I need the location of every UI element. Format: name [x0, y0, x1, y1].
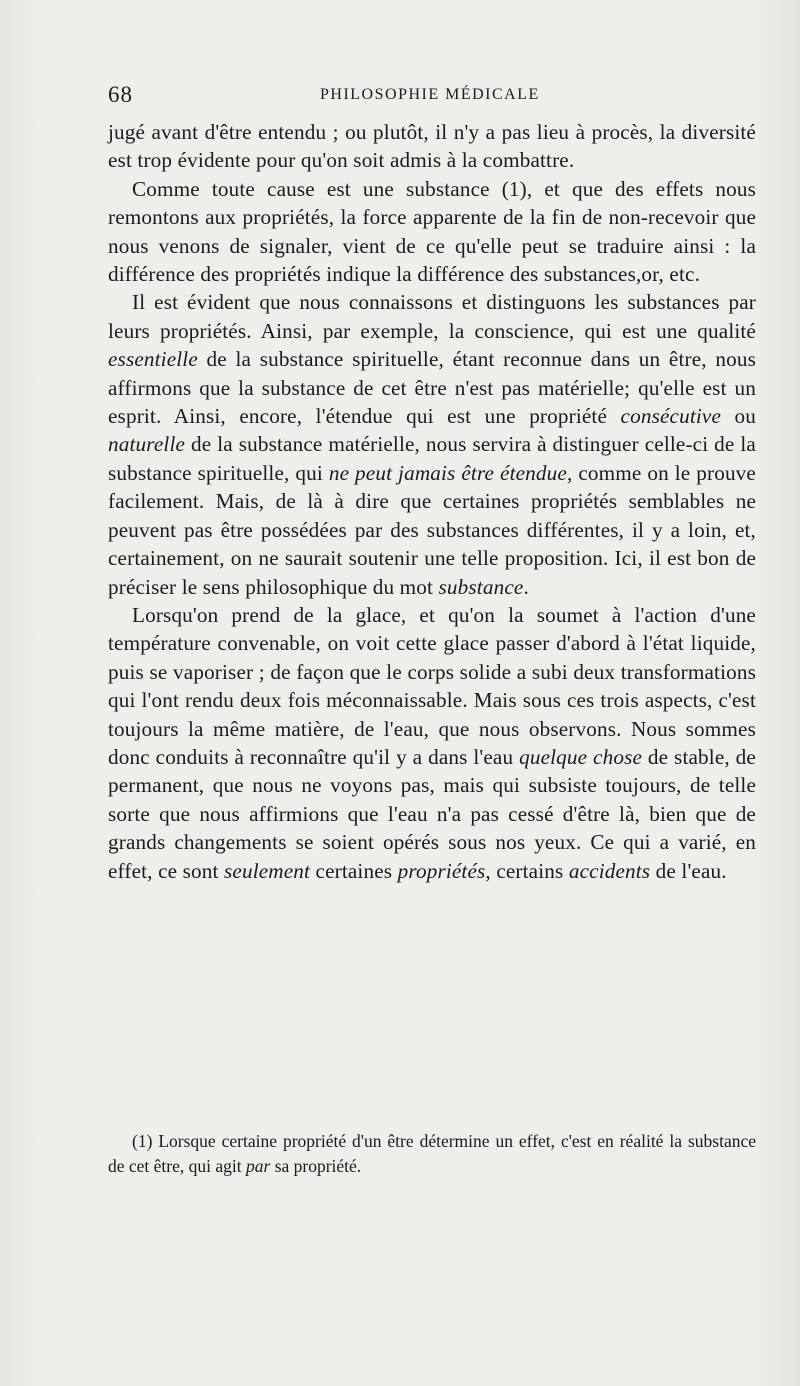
text-run: , comme on le prouve facilement. Mais, de là à dire que certaines propriétés semblables ne peuvent pas être possédées par des substances différentes, il y a loin, et, certainement, on ne saurait soutenir une telle proposition. Ici, il est bon de préciser le sens philosophique du mot: [108, 460, 756, 599]
italic-run: substance: [438, 574, 524, 599]
text-run: Il est évident que nous connaissons et distinguons les substances par leurs propriétés. Ainsi, par exemple, la conscience, qui est une qualité: [108, 290, 756, 343]
italic-run: seulement: [224, 858, 311, 883]
italic-run: essentielle: [108, 347, 198, 372]
text-run: , certains: [485, 858, 569, 883]
page-number: 68: [108, 82, 133, 107]
paragraph-4: [108, 601, 756, 885]
text-run: certaines: [310, 858, 398, 883]
paragraph-2: Comme toute cause est une substance (1), et que des effets nous remontons aux propriétés, la force apparente de la fin de non-recevoir que nous venons de signaler, vient de ce qu'elle peut se traduire ainsi : la différence des propriétés indique la différence des substances,or, etc.: [108, 176, 756, 287]
page-header: [108, 82, 708, 112]
text-run: de la substance matérielle, nous servira à distinguer celle-ci de la substance spirituelle, qui: [108, 432, 756, 485]
italic-run: naturelle: [108, 432, 186, 457]
footnote-text: [108, 1129, 756, 1179]
paragraph-1: jugé avant d'être entendu ; ou plutôt, il n'y a pas lieu à procès, la diversité est trop évidente pour qu'on soit admis à la combattre.: [108, 120, 756, 173]
italic-run: accidents: [568, 858, 651, 883]
italic-run: propriétés: [397, 858, 486, 883]
footnote: [108, 1129, 756, 1179]
text-run: de l'eau.: [650, 858, 727, 883]
text-run: de la substance spirituelle, étant reconnue dans un être, nous affirmons que la substance de cet être n'est pas matérielle; qu'elle est un esprit. Ainsi, encore, l'étendue qui est une propriété: [108, 347, 756, 429]
paragraph-3: [108, 288, 756, 600]
text-run: de stable, de permanent, que nous ne voyons pas, mais qui subsiste toujours, de telle sorte que nous affirmions que l'eau n'a pas cessé d'être là, bien que de grands changements se soient opérés sous nos yeux. Ce qui a varié, en effet, ce sont: [108, 744, 756, 883]
running-title: PHILOSOPHIE MÉDICALE: [320, 86, 540, 103]
text-run: .: [523, 574, 529, 599]
body-text: [108, 118, 756, 885]
italic-run: quelque chose: [519, 744, 643, 769]
text-run: ou: [721, 404, 757, 429]
text-run: sa propriété.: [270, 1156, 362, 1176]
italic-run: ne peut jamais être étendue: [328, 460, 567, 485]
italic-run: consécutive: [620, 404, 722, 429]
italic-run: par: [246, 1156, 271, 1176]
text-run: (1) Lorsque certaine propriété d'un être détermine un effet, c'est en réalité la substance de cet être, qui agit: [108, 1131, 756, 1176]
text-run: Lorsqu'on prend de la glace, et qu'on la soumet à l'action d'une température convenable, on voit cette glace passer d'abord à l'état liquide, puis se vaporiser ; de façon que le corps solide a subi deux transformations qui l'ont rendu deux fois méconnaissable. Mais sous ces trois aspects, c'est toujours la même matière, de l'eau, que nous observons. Nous sommes donc conduits à reconnaître qu'il y a dans l'eau: [108, 602, 756, 769]
